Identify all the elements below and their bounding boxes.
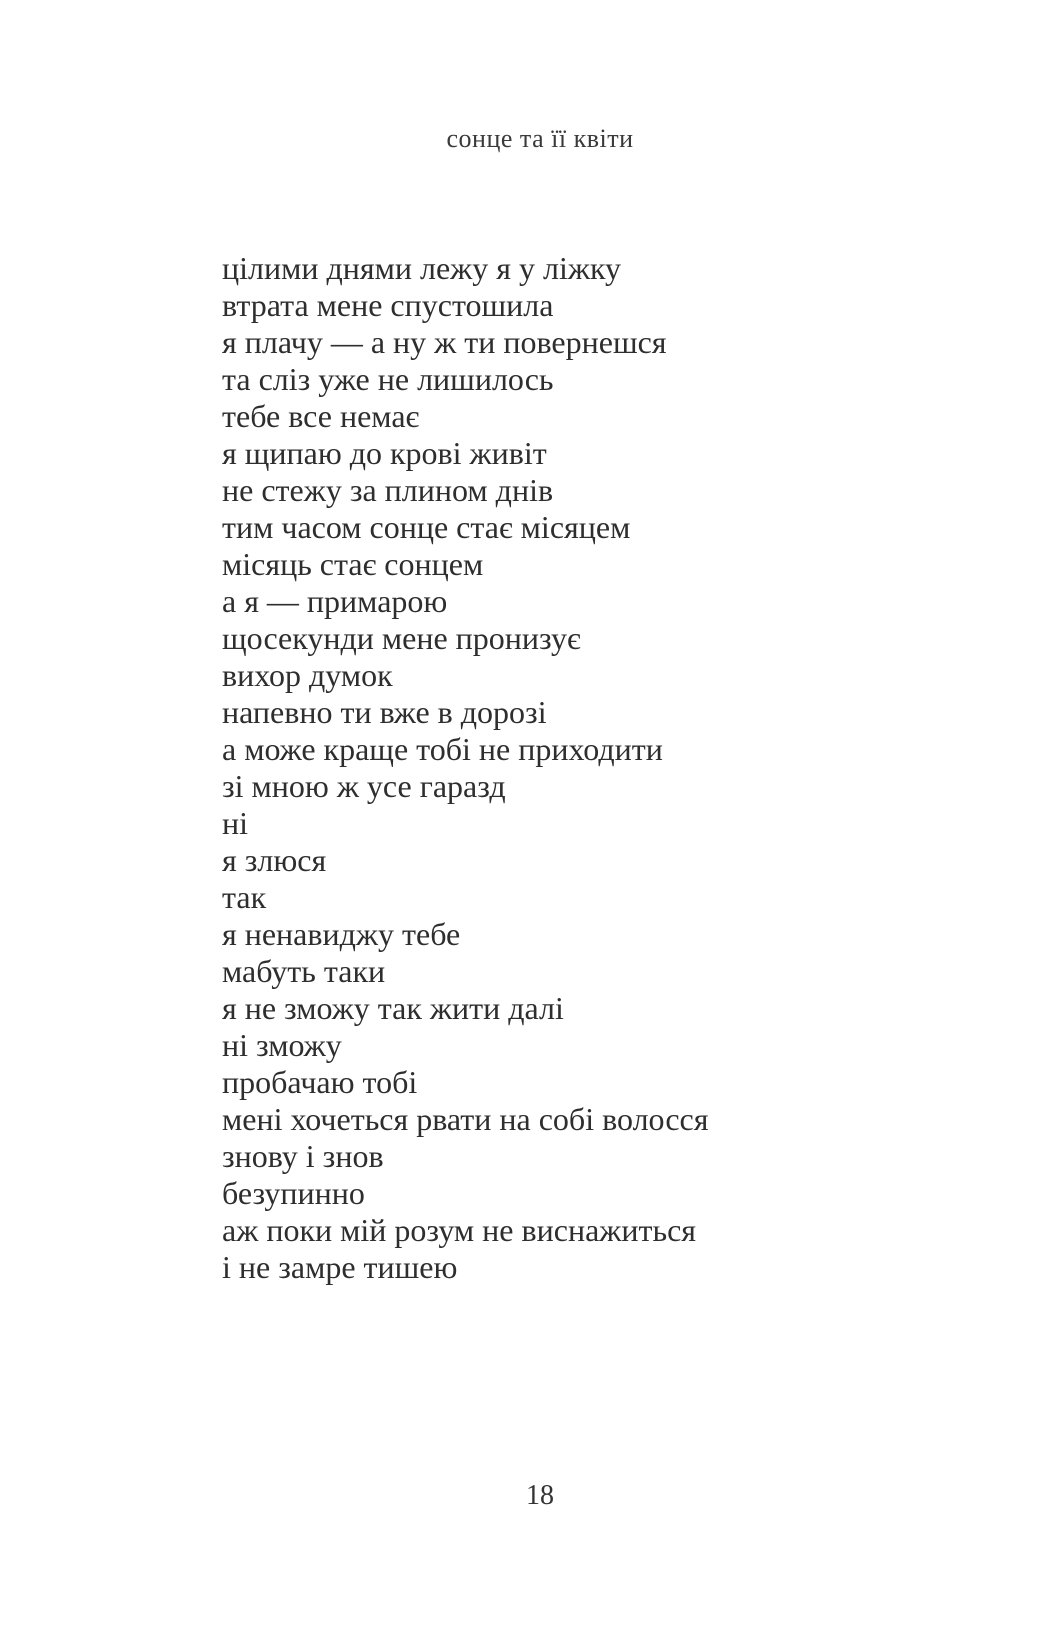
poem-line: місяць стає сонцем bbox=[222, 546, 484, 582]
poem-line: мабуть таки bbox=[222, 953, 386, 989]
poem-line: я ненавиджу тебе bbox=[222, 916, 461, 952]
poem-line: вихор думок bbox=[222, 657, 393, 693]
poem-line: мені хочеться рвати на собі волосся bbox=[222, 1101, 709, 1137]
poem-line: напевно ти вже в дорозі bbox=[222, 694, 547, 730]
poem-line: аж поки мій розум не виснажиться bbox=[222, 1212, 696, 1248]
poem-line: щосекунди мене пронизує bbox=[222, 620, 581, 656]
poem-line: я злюся bbox=[222, 842, 327, 878]
poem-body bbox=[222, 250, 862, 1286]
running-header: сонце та її квіти bbox=[446, 124, 634, 153]
poem-line: безупинно bbox=[222, 1175, 365, 1211]
poem-line: і не замре тишею bbox=[222, 1249, 458, 1285]
poem-line: знову і знов bbox=[222, 1138, 384, 1174]
poem-line: тебе все немає bbox=[222, 398, 420, 434]
poem-line: втрата мене спустошила bbox=[222, 287, 554, 323]
page-number: 18 bbox=[526, 1480, 554, 1511]
poem-line: пробачаю тобі bbox=[222, 1064, 418, 1100]
poem-line: я щипаю до крові живіт bbox=[222, 435, 547, 471]
poem-line: цілими днями лежу я у ліжку bbox=[222, 250, 622, 286]
poem-line: ні зможу bbox=[222, 1027, 342, 1063]
poem-line: ні bbox=[222, 805, 249, 841]
poem-line: я плачу — а ну ж ти повернешся bbox=[222, 324, 667, 360]
poem-line: так bbox=[222, 879, 267, 915]
poem-line: та сліз уже не лишилось bbox=[222, 361, 554, 397]
poem-line: не стежу за плином днів bbox=[222, 472, 554, 508]
poem-line: зі мною ж усе гаразд bbox=[222, 768, 506, 804]
poem-line: тим часом сонце стає місяцем bbox=[222, 509, 631, 545]
poem-line: а може краще тобі не приходити bbox=[222, 731, 663, 767]
poem-line: я не зможу так жити далі bbox=[222, 990, 564, 1026]
poem-line: а я — примарою bbox=[222, 583, 448, 619]
